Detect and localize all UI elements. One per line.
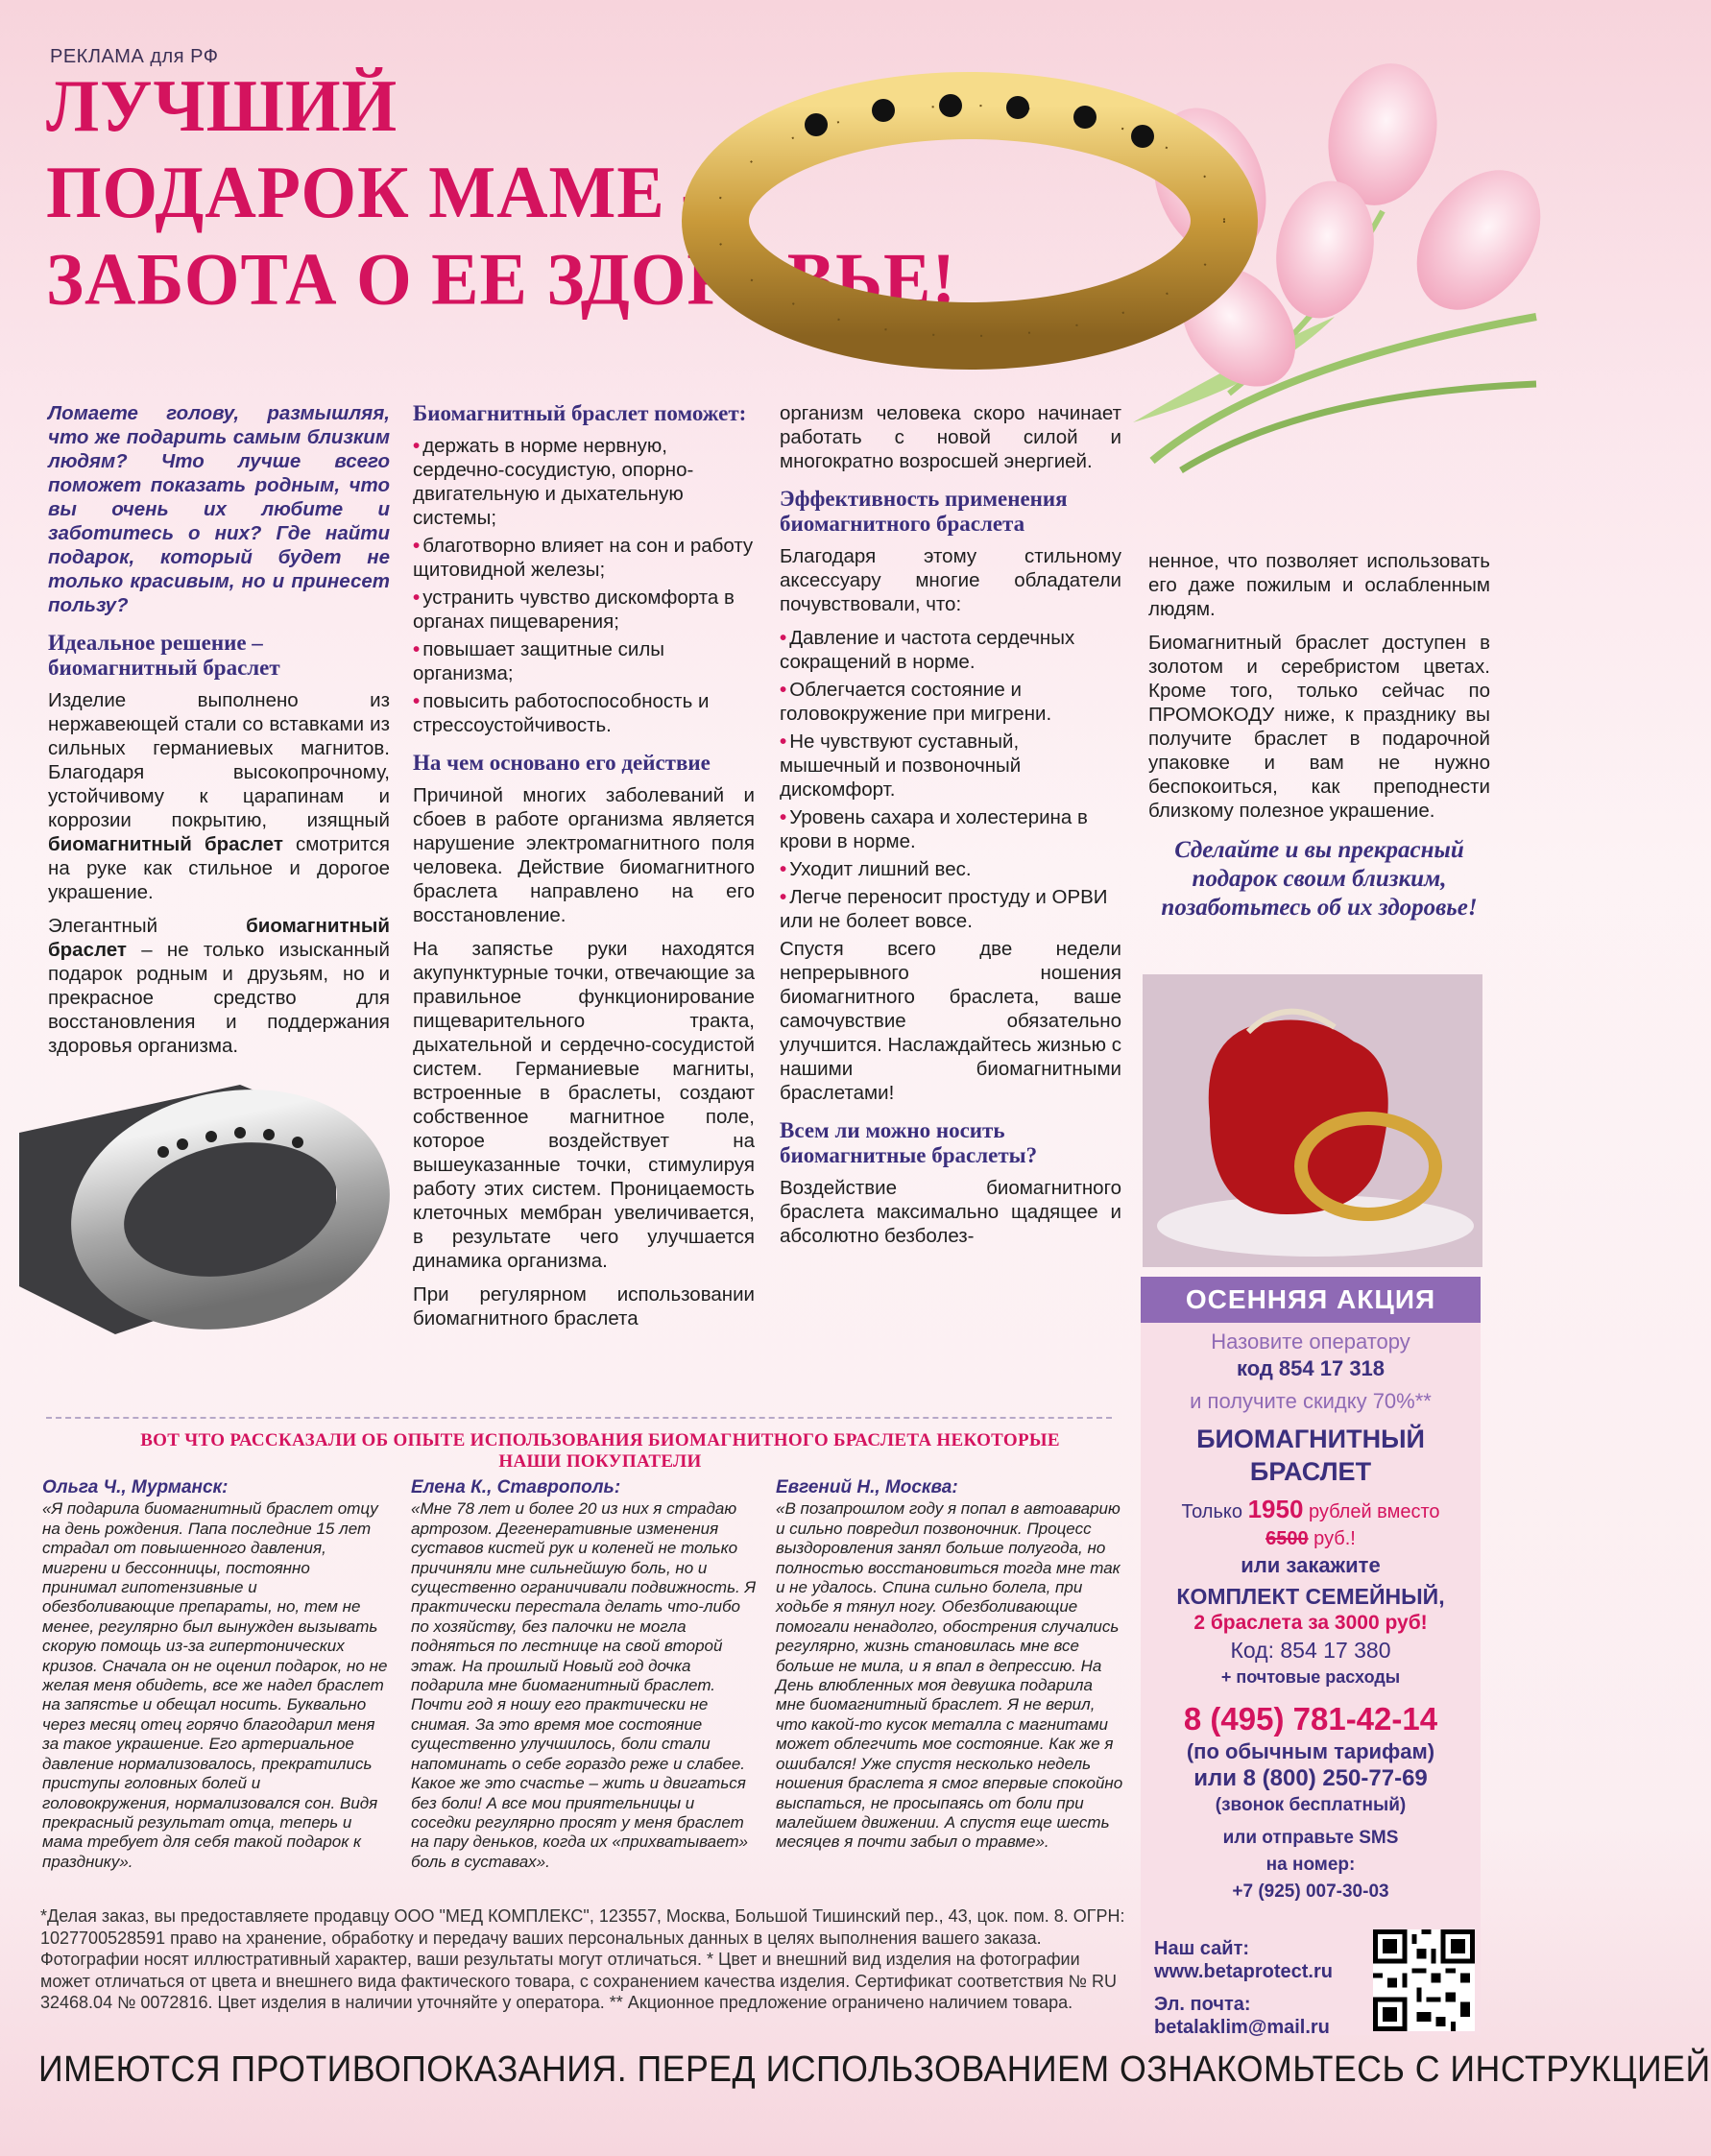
paragraph: При регулярном использовании биомагнитного браслета xyxy=(413,1283,755,1330)
bold-text: биомагнитный браслет xyxy=(48,833,283,855)
testimonial-text: «Я подарила биомагнитный браслет отцу на день рождения. Папа последние 15 лет страдал от повышенного давления, мигрени и бессонницы, постоянно принимал гипотензивные и обезболивающие препараты, но, тем не менее, регулярно был вынужден вызывать скорую помощь из-за гипертонических кризов. Сначала он не оценил подарок, но не желая меня обидеть, все же надел браслет на запястье и обещал носить. Буквально через месяц отец горячо благодарил меня за такое украшение. Его артериальное давление нормализовалось, прекратились приступы головных болей и головокружения, нормализовался сон. Видя прекрасный результат отца, теперь и мама требует для себя такой подарок к празднику». xyxy=(42,1499,388,1871)
family-kit: КОМПЛЕКТ СЕМЕЙНЫЙ, xyxy=(1176,1584,1445,1609)
promo-title: ОСЕННЯЯ АКЦИЯ xyxy=(1141,1277,1481,1323)
section-heading-helps: Биомагнитный браслет поможет: xyxy=(413,401,747,425)
text: Изделие выполнено из нержавеющей стали со вставками из сильных германиевых магнитов. Благодаря высокопрочному, устойчивому к царапинам и коррозии покрытию, изящный xyxy=(48,689,390,831)
sms-line: на номер: xyxy=(1265,1855,1356,1875)
list-item: • Уходит лишний вес. xyxy=(780,857,1121,881)
kit-code: Код: 854 17 380 xyxy=(1230,1638,1391,1663)
list-item: • держать в норме нервную, сердечно-сосудистую, опорно-двигательную и дыхательную системы; xyxy=(413,434,755,530)
headline-line-2: ПОДАРОК МАМЕ – xyxy=(46,151,721,235)
testimonial-author: Евгений Н., Москва: xyxy=(776,1477,958,1497)
qr-code[interactable] xyxy=(1373,1929,1475,2031)
kit-price: 2 браслета за 3000 руб! xyxy=(1193,1612,1428,1634)
or-order: или закажите xyxy=(1241,1553,1381,1577)
contraindications-warning: ИМЕЮТСЯ ПРОТИВОПОКАЗАНИЯ. ПЕРЕД ИСПОЛЬЗОВАНИЕМ ОЗНАКОМЬТЕСЬ С ИНСТРУКЦИЕЙ xyxy=(38,2049,1711,2090)
testimonial xyxy=(411,1478,759,1872)
promo-price xyxy=(1141,1496,1481,1525)
paragraph: Биомагнитный браслет доступен в золотом и серебристом цветах. Кроме того, только сейчас по ПРОМОКОДУ ниже, к празднику вы получите браслет в подарочной упаковке и вам не нужно беспокоиться, как преподнести близкому полезное украшение. xyxy=(1148,632,1490,822)
headline xyxy=(46,63,956,323)
paragraph xyxy=(48,914,390,1058)
section-heading-basis: На чем основано его действие xyxy=(413,751,711,775)
paragraph xyxy=(48,688,390,904)
list-item: • Давление и частота сердечных сокращений в норме. xyxy=(780,626,1121,674)
divider xyxy=(46,1417,1112,1419)
site-label: Наш сайт: xyxy=(1154,1938,1250,1959)
postal-note: + почтовые расходы xyxy=(1220,1667,1401,1687)
old-price xyxy=(1141,1525,1481,1552)
text: руб.! xyxy=(1313,1528,1356,1549)
list-item: • устранить чувство дискомфорта в органах пищеварения; xyxy=(413,586,755,634)
headline-line-1: ЛУЧШИЙ xyxy=(46,64,398,148)
phone-2-note: (звонок бесплатный) xyxy=(1215,1795,1407,1815)
testimonials-title: ВОТ ЧТО РАССКАЗАЛИ ОБ ОПЫТЕ ИСПОЛЬЗОВАНИЯ БИОМАГНИТНОГО БРАСЛЕТА НЕКОТОРЫЕ НАШИ ПОКУПАТЕЛИ xyxy=(140,1430,1060,1472)
benefits-list xyxy=(413,434,755,737)
phone-2[interactable]: или 8 (800) 250-77-69 xyxy=(1193,1765,1428,1791)
list-item: • Легче переносит простуду и ОРВИ или не болеет вовсе. xyxy=(780,885,1121,933)
paragraph: Спустя всего две недели непрерывного ношения биомагнитного браслета, ваше самочувствие обязательно улучшится. Наслаждайтесь жизнью с нашими биомагнитными браслетами! xyxy=(780,938,1121,1104)
phone-1-note: (по обычным тарифам) xyxy=(1186,1739,1435,1763)
promo-code: код 854 17 318 xyxy=(1236,1356,1386,1380)
testimonial xyxy=(776,1478,1123,1853)
call-to-action: Сделайте и вы прекрасный подарок своим близким, позаботьтесь об их здоровье! xyxy=(1161,837,1478,921)
ad-label: РЕКЛАМА для РФ xyxy=(50,46,219,67)
text: – не только изысканный подарок родным и друзьям, но и прекрасное средство для восстановления и поддержания здоровья организма. xyxy=(48,939,390,1057)
price: 1950 xyxy=(1247,1495,1304,1523)
list-item: • благотворно влияет на сон и работу щитовидной железы; xyxy=(413,534,755,582)
testimonial-author: Ольга Ч., Мурманск: xyxy=(42,1477,229,1497)
list-item: • повысить работоспособность и стрессоустойчивость. xyxy=(413,689,755,737)
text: Только xyxy=(1181,1501,1242,1522)
testimonial-author: Елена К., Ставрополь: xyxy=(411,1477,621,1497)
gold-bracelet-image xyxy=(701,58,1239,374)
paragraph: ненное, что позволяет использовать его даже пожилым и ослабленным людям. xyxy=(1148,550,1490,620)
effects-list xyxy=(780,626,1121,933)
sms-line: или отправьте SMS xyxy=(1222,1828,1399,1848)
paragraph: Благодаря этому стильному аксессуару многие обладатели почувствовали, что: xyxy=(780,545,1121,615)
old-price-value: 6500 xyxy=(1265,1528,1309,1549)
section-heading-effectiveness: Эффективность применения биомагнитного браслета xyxy=(780,487,1068,536)
list-item: • Не чувствуют суставный, мышечный и позвоночный дискомфорт. xyxy=(780,730,1121,802)
gift-bag-image xyxy=(1143,974,1482,1267)
legal-disclaimer: *Делая заказ, вы предоставляете продавцу ООО "МЕД КОМПЛЕКС", 123557, Москва, Большой Тишинский пер., 43, цок. пом. 8. ОГРН: 1027700528591 право на хранение, обработку и передачу ваших персональных данных в целях выполнения вашего заказа. Фотографии носят иллюстративный характер, ваши результаты могут отличаться. * Цвет и внешний вид изделия на фотографии может отличаться от цвета и внешнего вида фактического товара, с сохранением качества изделия. Сертификат соответствия № RU 32468.04 № 0072816. Цвет изделия в наличии уточняйте у оператора. ** Акционное предложение ограничено наличием товара. xyxy=(40,1906,1125,2012)
intro-paragraph: Ломаете голову, размышляя, что же подарить самым близким людям? Что лучше всего поможет показать родным, что вы очень их любите и заботитесь о них? Где найти подарок, который будет не только красивым, но и принесет пользу? xyxy=(48,402,390,616)
email-link[interactable]: betalaklim@mail.ru xyxy=(1154,2017,1330,2038)
section-heading-ideal-solution: Идеальное решение – биомагнитный браслет xyxy=(48,631,280,680)
list-item: • Облегчается состояние и головокружение при мигрени. xyxy=(780,678,1121,726)
bold-text: биомагнитный браслет xyxy=(48,915,390,961)
text: Элегантный xyxy=(48,915,158,937)
column-4 xyxy=(1148,549,1490,922)
site-link[interactable]: www.betaprotect.ru xyxy=(1154,1961,1333,1982)
paragraph: Воздействие биомагнитного браслета максимально щадящее и абсолютно безболез- xyxy=(780,1177,1121,1247)
column-2 xyxy=(413,401,755,1340)
sms-number[interactable]: +7 (925) 007-30-03 xyxy=(1232,1881,1389,1902)
promo-line: Назовите оператору xyxy=(1211,1330,1410,1353)
list-item: • повышает защитные силы организма; xyxy=(413,637,755,685)
paragraph: организм человека скоро начинает работать с новой силой и многократно возросшей энергией. xyxy=(780,402,1121,472)
contacts xyxy=(1154,1937,1365,2039)
promo-product: БИОМАГНИТНЫЙ xyxy=(1196,1425,1425,1453)
column-1 xyxy=(48,401,390,1067)
paragraph: Причиной многих заболеваний и сбоев в работе организма является нарушение электромагнитного поля человека. Действие биомагнитного браслета направлено на его восстановление. xyxy=(413,784,755,926)
promo-product: БРАСЛЕТ xyxy=(1249,1457,1372,1486)
promo-box xyxy=(1141,1277,1481,2035)
text: рублей вместо xyxy=(1308,1501,1440,1522)
testimonial xyxy=(42,1478,388,1872)
text: смотрится на руке как стильное и дорогое украшение. xyxy=(48,833,390,903)
testimonial-text: «В позапрошлом году я попал в автоаварию и сильно повредил позвоночник. Процесс выздоровления занял больше полугода, но полностью восстановиться тогда мне так и не удалось. Спина сильно болела, при ходьбе я тянул ногу. Обезболивающие помогали ненадолго, обострения случались регулярно, жизнь становилась мне все больше не мила, и я впал в депрессию. На День влюбленных моя девушка подарила мне биомагнитный браслет. Я не верил, что какой-то кусок металла с магнитами может облегчить мое состояние. Как же я ошибался! Уже спустя несколько недель ношения браслета я смог впервые спокойно выспаться, не просыпаясь от боли при малейшем движении. А спустя еще шесть месяцев я почти забыл о травме». xyxy=(776,1499,1123,1852)
testimonial-text: «Мне 78 лет и более 20 из них я страдаю артрозом. Дегенеративные изменения суставов кистей рук и коленей не только причиняли мне сильнейшую боль, но и существенно ограничивали подвижность. Я практически перестала делать что-либо по хозяйству, без палочки не могла подняться по лестнице на свой второй этаж. На прошлый Новый год дочка подарила мне биомагнитный браслет. Почти год я ношу его практически не снимая. За это время мое состояние существенно улучшилось, боли стали напоминать о себе гораздо реже и слабее. Какое же это счастье – жить и двигаться без боли! А все мои приятельницы и соседки регулярно просят у меня браслет на пару деньков, когда их «прихватывает» боль в суставах». xyxy=(411,1499,757,1871)
column-3 xyxy=(780,401,1121,1258)
section-heading-who-can-wear: Всем ли можно носить биомагнитные браслеты? xyxy=(780,1118,1038,1167)
headline-line-3: ЗАБОТА О ЕЕ ЗДОРОВЬЕ! xyxy=(46,238,956,322)
paragraph: На запястье руки находятся акупунктурные точки, отвечающие за правильное функционирование пищеварительного тракта, дыхательной и сердечно-сосудистой систем. Германиевые магниты, встроенные в браслеты, создают собственное магнитное поле, которое воздействует на вышеуказанные точки, стимулируя работу этих систем. Проницаемость клеточных мембран увеличивается, в результате чего улучшается динамика организма. xyxy=(413,938,755,1272)
silver-bracelet-image xyxy=(19,1066,374,1353)
list-item: • Уровень сахара и холестерина в крови в норме. xyxy=(780,805,1121,853)
promo-discount: и получите скидку 70%** xyxy=(1190,1389,1432,1413)
phone-1[interactable]: 8 (495) 781-42-14 xyxy=(1183,1701,1438,1737)
email-label: Эл. почта: xyxy=(1154,1994,1251,2015)
